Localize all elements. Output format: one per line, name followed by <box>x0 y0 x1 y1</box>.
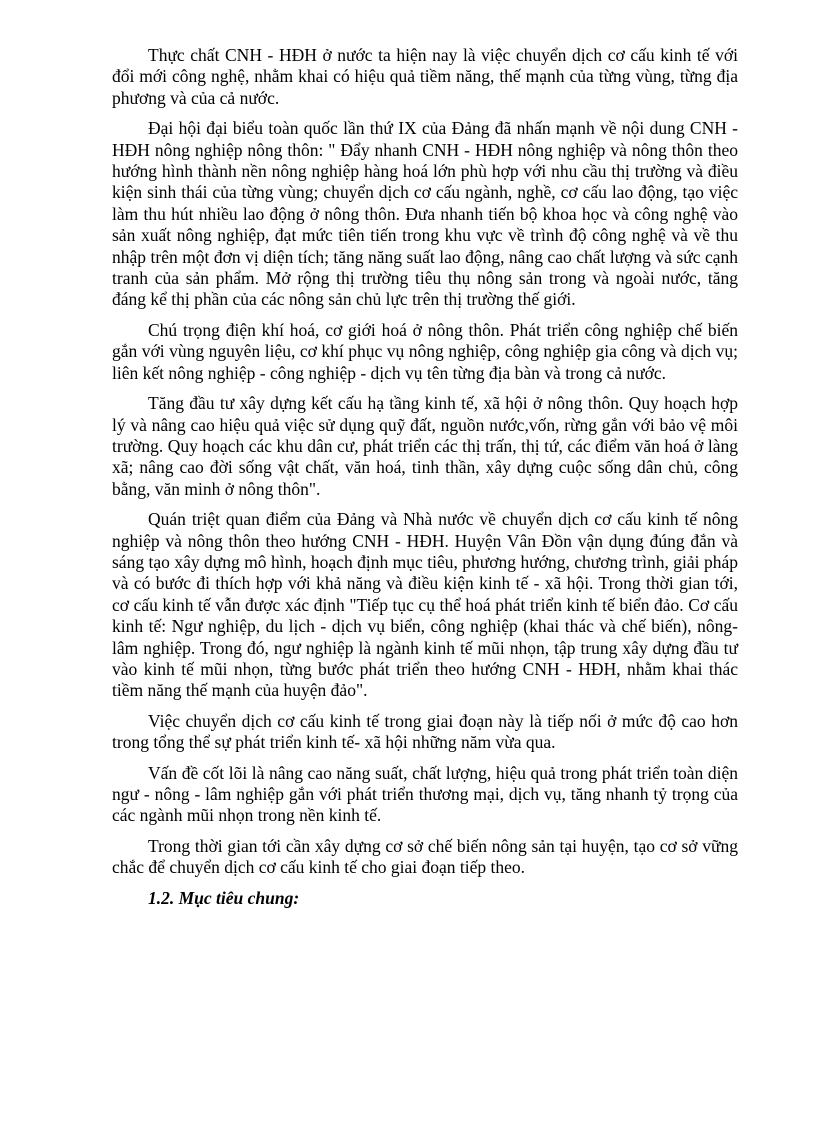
paragraph-4: Tăng đầu tư xây dựng kết cấu hạ tầng kinh tế, xã hội ở nông thôn. Quy hoạch hợp lý và nâng cao hiệu quả việc sử dụng quỹ đất, nguồn nước,vốn, rừng gắn với bảo vệ môi trường. Quy hoạch các khu dân cư, phát triển các thị trấn, thị tứ, các điểm văn hoá ở làng xã; nâng cao đời sống vật chất, văn hoá, tinh thần, xây dựng cuộc sống dân chủ, công bằng, văn minh ở nông thôn". <box>112 393 738 499</box>
paragraph-3: Chú trọng điện khí hoá, cơ giới hoá ở nông thôn. Phát triển công nghiệp chế biến gắn với vùng nguyên liệu, cơ khí phục vụ nông nghiệp, công nghiệp gia công và dịch vụ; liên kết nông nghiệp - công nghiệp - dịch vụ tên từng địa bàn và trong cả nước. <box>112 319 738 383</box>
paragraph-5: Quán triệt quan điểm của Đảng và Nhà nước về chuyển dịch cơ cấu kinh tế nông nghiệp và nông thôn theo hướng CNH - HĐH. Huyện Vân Đồn vận dụng đúng đắn và sáng tạo xây dựng mô hình, hoạch định mục tiêu, phương hướng, chương trình, giải pháp và có bước đi thích hợp với khả năng và điều kiện kinh tế - xã hội. Trong thời gian tới, cơ cấu kinh tế vẫn được xác định "Tiếp tục cụ thể hoá phát triển kinh tế biển đảo. Cơ cấu kinh tế: Ngư nghiệp, du lịch - dịch vụ biển, công nghiệp (khai thác và chế biến), nông- lâm nghiệp. Trong đó, ngư nghiệp là ngành kinh tế mũi nhọn, tập trung xây dựng đầu tư vào kinh tế mũi nhọn, từng bước phát triển theo hướng CNH - HĐH, nhằm khai thác tiềm năng thế mạnh của huyện đảo". <box>112 509 738 701</box>
paragraph-1: Thực chất CNH - HĐH ở nước ta hiện nay là việc chuyển dịch cơ cấu kinh tế với đổi mới công nghệ, nhằm khai có hiệu quả tiềm năng, thế mạnh của từng vùng, từng địa phương và của cả nước. <box>112 45 738 108</box>
document-page <box>112 45 738 909</box>
paragraph-7: Vấn đề cốt lõi là nâng cao năng suất, chất lượng, hiệu quả trong phát triển toàn diện ngư - nông - lâm nghiệp gắn với phát triển thương mại, dịch vụ, tăng nhanh tỷ trọng của các ngành mũi nhọn trong nền kinh tế. <box>112 762 738 826</box>
section-heading: 1.2. Mục tiêu chung: <box>148 887 300 908</box>
paragraph-2: Đại hội đại biểu toàn quốc lần thứ IX của Đảng đã nhấn mạnh về nội dung CNH - HĐH nông nghiệp nông thôn: " Đẩy nhanh CNH - HĐH nông nghiệp và nông thôn theo hướng hình thành nền nông nghiệp hàng hoá lớn phù hợp với nhu cầu thị trường và điều kiện sinh thái của từng vùng; chuyển dịch cơ cấu ngành, nghề, cơ cấu lao động, tạo việc làm thu hút nhiều lao động ở nông thôn. Đưa nhanh tiến bộ khoa học và công nghệ vào sản xuất nông nghiệp, đạt mức tiên tiến trong khu vực về trình độ công nghệ và về thu nhập trên một đơn vị diện tích; tăng năng suất lao động, nâng cao chất lượng và sức cạnh tranh của sản phẩm. Mở rộng thị trường tiêu thụ nông sản trong và ngoài nước, tăng đáng kể thị phần của các nông sản chủ lực trên thị trường thế giới. <box>112 118 738 310</box>
paragraph-8: Trong thời gian tới cần xây dựng cơ sở chế biến nông sản tại huyện, tạo cơ sở vững chắc để chuyển dịch cơ cấu kinh tế cho giai đoạn tiếp theo. <box>112 835 738 878</box>
paragraph-6: Việc chuyển dịch cơ cấu kinh tế trong giai đoạn này là tiếp nối ở mức độ cao hơn trong tổng thể sự phát triển kinh tế- xã hội những năm vừa qua. <box>112 710 738 753</box>
